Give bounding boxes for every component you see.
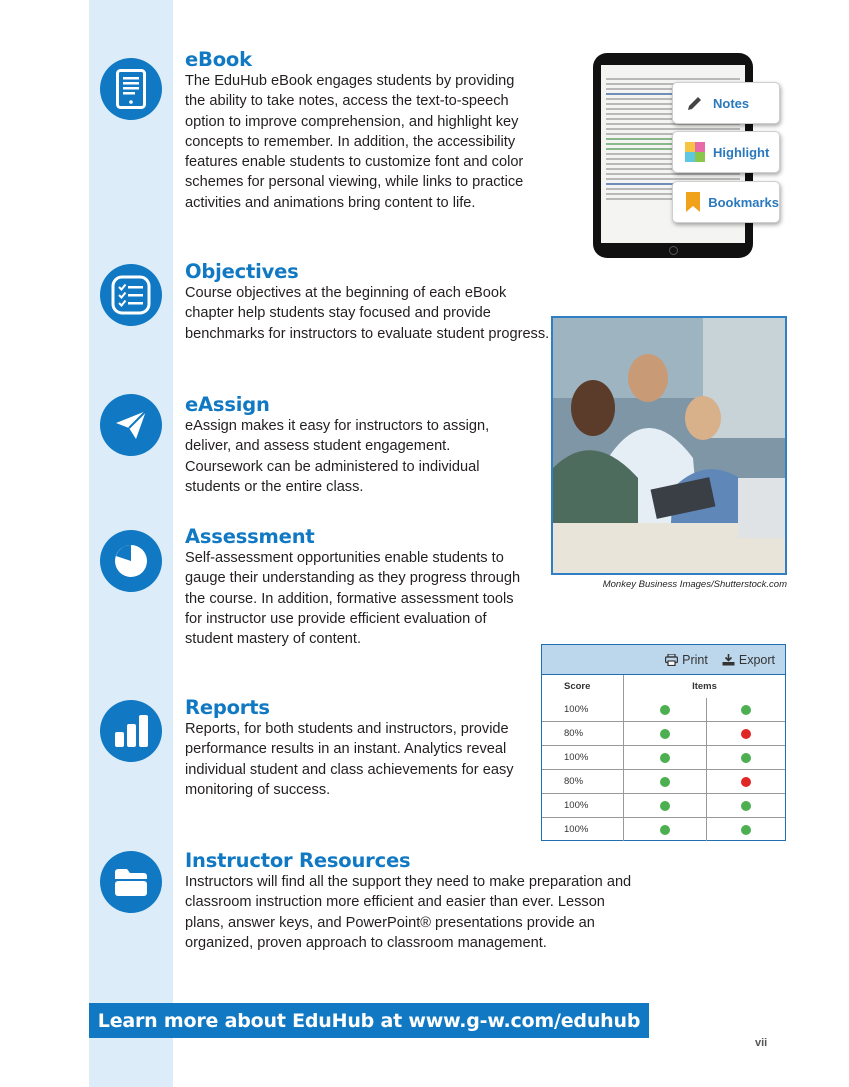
report-toolbar <box>542 645 785 675</box>
section-title: Objectives <box>185 260 299 283</box>
correct-status-dot <box>660 705 670 715</box>
section-body: Course objectives at the beginning of each eBook chapter help students stay focused and provide benchmarks for instructors to evaluate student progress. <box>185 285 550 342</box>
color-swatch-icon <box>685 142 705 162</box>
table-row <box>542 698 785 722</box>
table-row <box>542 722 785 746</box>
correct-status-dot <box>660 729 670 739</box>
home-button <box>669 246 678 255</box>
section-ebook <box>185 49 530 213</box>
report-table-panel <box>541 644 786 841</box>
score-header: Score <box>542 675 624 698</box>
section-title: eAssign <box>185 393 270 416</box>
item-cell <box>624 818 707 842</box>
print-label: Print <box>682 652 708 667</box>
score-cell: 80% <box>542 770 624 794</box>
correct-status-dot <box>660 753 670 763</box>
paper-plane-icon <box>100 394 162 456</box>
bar-chart-icon <box>100 700 162 762</box>
correct-status-dot <box>741 753 751 763</box>
item-cell <box>624 794 707 818</box>
correct-status-dot <box>660 777 670 787</box>
item-cell <box>706 746 785 770</box>
learn-more-banner[interactable]: Learn more about EduHub at www.g-w.com/eduhub <box>89 1003 649 1038</box>
correct-status-dot <box>741 825 751 835</box>
highlight-callout[interactable] <box>672 131 780 173</box>
section-body: Self-assessment opportunities enable students to gauge their understanding as they progress through the course. In addition, formative assessment tools for instructor use provide efficient evaluation of student mastery of content. <box>185 550 521 648</box>
incorrect-status-dot <box>741 777 751 787</box>
checklist-icon <box>100 264 162 326</box>
table-row <box>542 794 785 818</box>
pencil-icon <box>685 93 705 113</box>
correct-status-dot <box>741 801 751 811</box>
export-button[interactable] <box>722 653 775 667</box>
score-cell: 100% <box>542 746 624 770</box>
items-header: Items <box>624 675 786 698</box>
item-cell <box>624 698 707 722</box>
page-number: vii <box>755 1037 768 1049</box>
export-label: Export <box>738 652 775 667</box>
section-eassign <box>185 394 530 497</box>
download-icon <box>722 654 735 666</box>
correct-status-dot <box>741 705 751 715</box>
score-cell: 80% <box>542 722 624 746</box>
score-cell: 100% <box>542 818 624 842</box>
correct-status-dot <box>660 801 670 811</box>
section-title: eBook <box>185 48 252 71</box>
section-objectives <box>185 261 555 344</box>
incorrect-status-dot <box>741 729 751 739</box>
item-cell <box>706 794 785 818</box>
item-cell <box>624 746 707 770</box>
section-body: Instructors will find all the support they need to make preparation and classroom instruction more efficient and easier than ever. Lesson plans, answer keys, and PowerPoint® presentations provide an organized, proven approach to classroom management. <box>185 874 632 951</box>
score-cell: 100% <box>542 698 624 722</box>
section-body: The EduHub eBook engages students by providing the ability to take notes, access the text-to-speech option to improve comprehension, and highlight key concepts to remember. In addition, the accessibility features enable students to customize font and color schemes for personal viewing, while links to practice activities and animations bring content to life. <box>185 73 524 211</box>
classroom-photo <box>551 316 787 575</box>
section-assessment <box>185 526 525 649</box>
item-cell <box>706 698 785 722</box>
section-title: Reports <box>185 696 270 719</box>
item-cell <box>624 770 707 794</box>
score-cell: 100% <box>542 794 624 818</box>
section-body: Reports, for both students and instructors, provide performance results in an instant. Analytics reveal individual student and class achievements for easy monitoring of success. <box>185 721 514 798</box>
item-cell <box>706 818 785 842</box>
item-cell <box>624 722 707 746</box>
section-instructor-resources <box>185 850 635 953</box>
printer-icon <box>665 654 678 666</box>
table-row <box>542 770 785 794</box>
item-cell <box>706 770 785 794</box>
callout-label: Notes <box>713 95 750 111</box>
photo-credit: Monkey Business Images/Shutterstock.com <box>602 579 787 590</box>
table-row <box>542 818 785 842</box>
section-title: Assessment <box>185 525 315 548</box>
correct-status-dot <box>660 825 670 835</box>
section-body: eAssign makes it easy for instructors to assign, deliver, and assess student engagement. Coursework can be administered to individual students or the entire class. <box>185 418 490 495</box>
print-button[interactable] <box>665 653 708 667</box>
pie-chart-icon <box>100 530 162 592</box>
table-row <box>542 746 785 770</box>
item-cell <box>706 722 785 746</box>
tablet-icon <box>100 58 162 120</box>
section-title: Instructor Resources <box>185 849 411 872</box>
callout-label: Bookmarks <box>708 194 779 210</box>
bookmarks-callout[interactable] <box>672 181 780 223</box>
score-table <box>542 675 785 841</box>
notes-callout[interactable] <box>672 82 780 124</box>
folder-icon <box>100 851 162 913</box>
callout-label: Highlight <box>713 144 770 160</box>
table-header-row <box>542 675 785 698</box>
section-reports <box>185 697 515 800</box>
bookmark-icon <box>685 192 700 212</box>
